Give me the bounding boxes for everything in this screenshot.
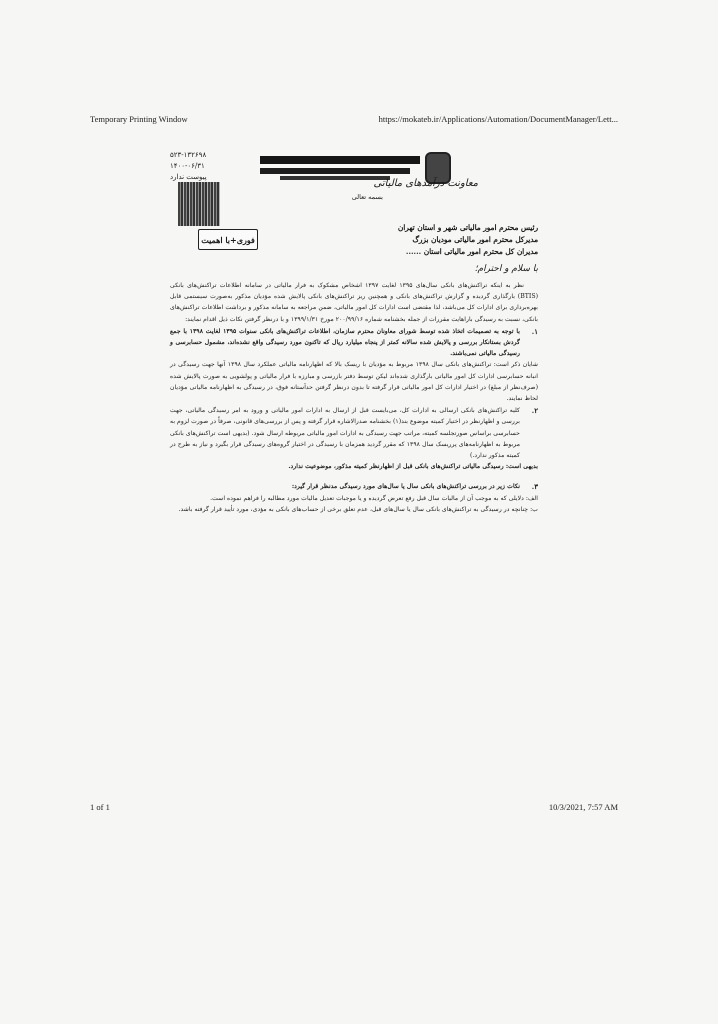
list-item — [170, 326, 538, 360]
page-count: 1 of 1 — [90, 802, 110, 812]
sub-item: الف: دلایلی که به موجب آن از مالیات سال قبل رفع تعرض گردیده و یا موجبات تعدیل مالیات مورد مطالبه را فراهم نموده است. — [210, 494, 538, 502]
item-number: ۱. — [531, 326, 538, 336]
item-text: کلیه تراکنش‌های بانکی ارسالی به ادارات کل، می‌بایست قبل از ارسال به ادارات امور مالیاتی و ورود به امر رسیدگی مالیاتی، جهت بررسی و اظهارنظر در اختیار کمیته موضوع بند(۱) بخشنامه صدرالاشاره قرار گرفته و پس از بررسی‌های قانونی، صرفاً در صورت لزوم به حسابرسی براساس صورتجلسه کمیته، مراتب جهت رسیدگی به ادارات امور مالیاتی مربوطه ارسال شود. (بدیهی است تراکنش‌های بانکی مربوط به اظهارنامه‌های پرریسک سال ۱۳۹۸ که مقرر گردید همزمان با رسیدگی در اختیار گروه‌های رسیدگی قرار بگیرد و نیاز به طرح در کمیته مذکور ندارد.) — [170, 407, 521, 460]
item-text: با توجه به تصمیمات اتخاذ شده توسط شورای معاونان محترم سازمان، اطلاعات تراکنش‌های بانکی سنوات ۱۳۹۵ لغایت ۱۳۹۸ با جمع گردش بستانکار بررسی و پالایش شده سالانه کمتر از پنجاه میلیارد ریال که تاکنون مورد رسیدگی واقع نشده‌اند، مشمول حسابرسی و رسیدگی مالیاتی نمی‌باشند. — [170, 327, 520, 358]
department-title: معاونت درآمدهای مالیاتی — [373, 178, 478, 189]
item-note: بدیهی است: رسیدگی مالیاتی تراکنش‌های بانکی قبل از اظهارنظر کمیته مذکور، موضوعیت ندارد. — [288, 463, 538, 471]
list-item — [170, 405, 538, 461]
basmala: بسمه تعالی — [351, 193, 383, 201]
recipient-line: مدیرکل محترم امور مالیاتی مودیان بزرگ — [412, 235, 538, 244]
recipients — [318, 222, 538, 258]
letter-meta — [170, 150, 240, 183]
item-note: شایان ذکر است: تراکنش‌های بانکی سال ۱۳۹۸ مربوط به مؤدیان با ریسک بالا که اظهارنامه مالیاتی عملکرد سال ۱۳۹۸ آنها جهت رسیدگی در انبانه حسابرسی ادارات کل امور مالیاتی بارگذاری شده‌اند لیکن توسط دفتر بازرسی و مبارزه با فرار مالیاتی و پولشویی به صورت پالایش شده (صرف‌نظر از مبلغ) در اختیار ادارات کل امور مالیاتی قرار گرفته تا بدون درنظر گرفتن حدآستانه فوق، در رسیدگی به اظهارنامه مالیاتی مؤدیان لحاظ نمایند. — [170, 361, 538, 403]
letter-attachment: پیوست ندارد — [170, 173, 207, 181]
greeting: با سلام و احترام؛ — [474, 264, 538, 274]
intro-paragraph: نظر به اینکه تراکنش‌های بانکی سال‌های ۱۳۹۵ لغایت ۱۳۹۷ اشخاص مشکوک به فرار مالیاتی در سامانه اطلاعات تراکنش‌های بانکی (BTIS) بارگذاری گردیده و گزارش تراکنش‌های بانکی و همچنین ریز تراکنش‌های بانکی پالایش شده مؤدیان مذکور به‌صورت سیستمی قابل بهره‌برداری برای ادارات کل می‌باشد، لذا مقتضی است ادارات کل امور مالیاتی، ضمن مراجعه به سامانه مذکور و برداشت اطلاعات تراکنش‌های بانکی، نسبت به رسیدگی باراهایت مقررات از جمله بخشنامه شماره ۲۰۰/۹۹/۱۶ مورخ ۱۳۹۹/۱/۳۱ و با درنظر گرفتن نکات ذیل اقدام نمایند: — [170, 282, 538, 323]
item-text: نکات زیر در بررسی تراکنش‌های بانکی سال یا سال‌های مورد رسیدگی مدنظر قرار گیرد: — [291, 483, 520, 491]
page-url: https://mokateb.ir/Applications/Automation/DocumentManager/Lett... — [378, 114, 618, 124]
sub-item: ب: چنانچه در رسیدگی به تراکنش‌های بانکی سال یا سال‌های قبل، عدم تعلق برخی از حساب‌های بانکی به مؤدی، مورد تأیید قرار گرفته باشد. — [178, 505, 538, 513]
redaction-bar — [260, 156, 420, 164]
item-number: ۲. — [531, 406, 538, 416]
item-number: ۳. — [531, 482, 538, 492]
qr-code-icon — [178, 182, 220, 226]
window-title: Temporary Printing Window — [90, 114, 188, 124]
redaction-bar — [260, 168, 410, 174]
urgency-stamp: فوری+با اهمیت — [198, 229, 258, 250]
letter-date: ۱۴۰۰-۰۶/۳۱ — [170, 162, 205, 170]
list-item — [170, 481, 538, 492]
letter-body — [170, 280, 538, 515]
recipient-line: مدیران کل محترم امور مالیاتی استان ...... — [405, 247, 538, 256]
print-timestamp: 10/3/2021, 7:57 AM — [548, 802, 618, 812]
letter-number: ۵۲۳-۱۳۲۶۹۸ — [170, 151, 207, 159]
recipient-line: رئیس محترم امور مالیاتی شهر و استان تهران — [397, 223, 538, 232]
